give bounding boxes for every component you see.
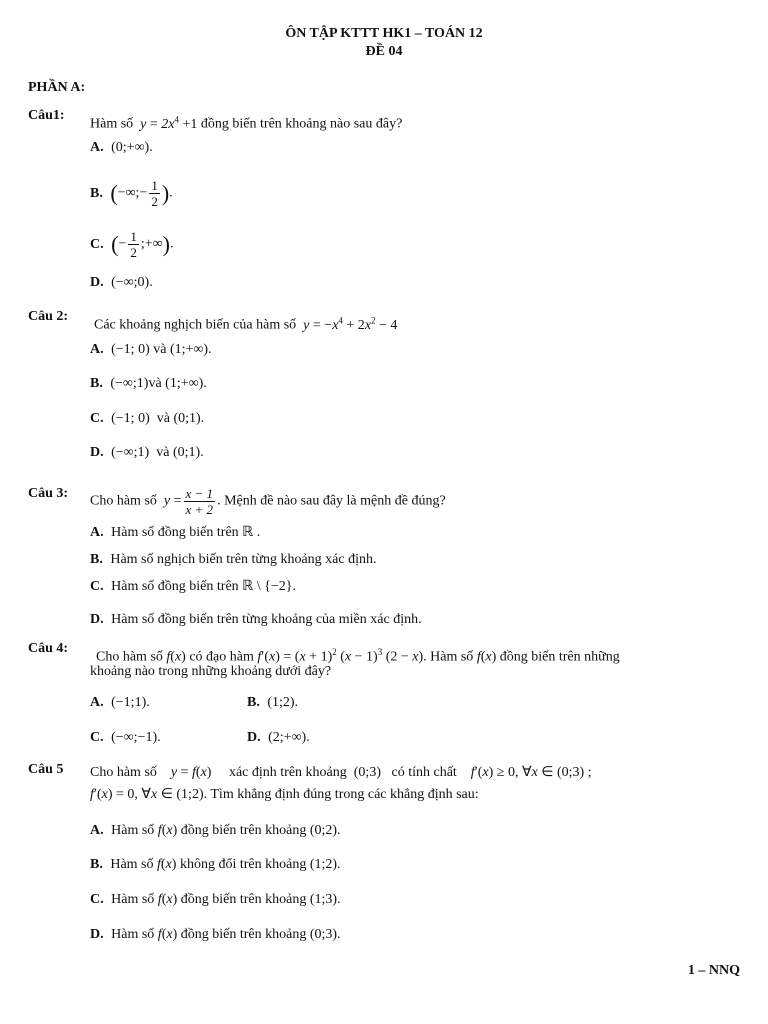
option-d[interactable]: D. Hàm số f(x) đồng biến trên khoảng (0;3). xyxy=(90,927,341,942)
option-a[interactable]: A. Hàm số đồng biến trên ℝ . xyxy=(90,525,261,540)
question-label: Câu 4: xyxy=(28,641,69,656)
math-expression: $y = 2x^4 +1$ xyxy=(140,114,198,132)
fraction: $\frac{1}{2}$ xyxy=(151,178,158,209)
option-label: A. xyxy=(90,140,104,155)
question-text: Cho hàm số y = f(x) xác định trên khoảng (0;3) có tính chất f′(x) ≥ 0, ∀x ∈ (0;3) ; xyxy=(90,765,592,780)
option-label: B. xyxy=(90,857,103,872)
question-text-line2: khoảng nào trong những khoảng dưới đây? xyxy=(90,664,332,679)
option-label: A. xyxy=(90,823,104,838)
option-label: C. xyxy=(90,411,104,426)
option-label: D. xyxy=(90,275,104,290)
question-label: Câu1: xyxy=(28,108,65,123)
option-label: D. xyxy=(247,730,261,745)
math-expression: $y = -x^4 + 2x^2 - 4$ xyxy=(303,315,398,333)
document-title: ÔN TẬP KTTT HK1 – TOÁN 12 xyxy=(285,26,483,41)
option-label: A. xyxy=(90,525,104,540)
question-text-part: đồng biến trên khoảng nào sau đây? xyxy=(200,116,403,132)
option-text: đồng biến trên khoảng xyxy=(180,823,307,838)
question-text-part: Hàm số xyxy=(90,116,134,132)
fraction: $\frac{x - 1}{x + 2}$ xyxy=(185,486,214,517)
question-label: Câu 3: xyxy=(28,486,69,501)
option-label: B. xyxy=(90,185,103,201)
question-label: Câu 5 xyxy=(28,762,64,777)
option-label: C. xyxy=(90,236,104,252)
option-text: Hàm số xyxy=(111,927,155,942)
page-footer: 1 – NNQ xyxy=(687,963,740,978)
option-d[interactable]: D. (−∞;1) và (0;1). xyxy=(90,445,204,460)
option-c[interactable]: C. (−∞;−1). xyxy=(90,730,161,745)
option-text: đồng biến trên khoảng xyxy=(180,927,307,942)
option-text: Hàm số xyxy=(111,892,155,907)
conjunction: và xyxy=(153,342,167,357)
option-c[interactable]: C. (−1; 0) và (0;1). xyxy=(90,411,205,426)
option-d[interactable] xyxy=(90,273,153,293)
option-b[interactable]: B. (−∞;1)và (1;+∞). xyxy=(90,376,207,391)
option-text: Hàm số xyxy=(111,823,155,838)
math-expression: (−∞;0). xyxy=(111,275,153,290)
question-text: Cho hàm số f(x) có đạo hàm $f'(x) = (x + 1)^2$ $(x - 1)^3$ (2 − x). Hàm số f(x) đồng biến trên những xyxy=(96,647,620,665)
option-text: Hàm số xyxy=(110,857,154,872)
option-label: D. xyxy=(90,445,104,460)
option-a[interactable]: A. (−1;1). xyxy=(90,695,150,710)
question-text-part: . Hàm số xyxy=(423,649,474,665)
option-label: B. xyxy=(90,552,103,567)
question-text-part: Cho hàm số xyxy=(90,493,157,509)
option-d[interactable] xyxy=(90,610,422,630)
option-label: D. xyxy=(90,927,104,942)
math-expression: (0;+∞). xyxy=(111,140,153,155)
option-text: Hàm số nghịch biến trên từng khoảng xác định. xyxy=(110,552,377,567)
option-b[interactable]: B. (−∞;− $\frac{1}{2}$ ). xyxy=(90,178,173,209)
question-text-part: có đạo hàm xyxy=(189,649,254,665)
fraction: $\frac{1}{2}$ xyxy=(130,229,137,260)
question-text xyxy=(90,108,740,136)
option-label: C. xyxy=(90,579,104,594)
option-text: đồng biến trên khoảng xyxy=(180,892,307,907)
question-text-part: . Tìm khẳng định đúng trong các khẳng định sau: xyxy=(203,787,479,802)
question-text xyxy=(94,309,744,337)
question-text-part: có tính chất xyxy=(391,765,457,780)
option-label: A. xyxy=(90,342,104,357)
option-c[interactable]: C. Hàm số f(x) đồng biến trên khoảng (1;3). xyxy=(90,892,341,907)
option-label: B. xyxy=(90,376,103,391)
option-text: Hàm số đồng biến trên xyxy=(111,579,239,594)
option-b[interactable] xyxy=(90,550,377,570)
question-text-part: Cho hàm số xyxy=(96,649,163,665)
question-text: Cho hàm số y = $\frac{x - 1}{x + 2}$ . Mệnh đề nào sau đây là mệnh đề đúng? xyxy=(90,486,446,517)
option-a[interactable] xyxy=(90,138,153,158)
option-a[interactable]: A. (−1; 0) và (1;+∞). xyxy=(90,342,212,357)
option-text: Hàm số đồng biến trên xyxy=(111,525,239,540)
question-text-line2: f′(x) = 0, ∀x ∈ (1;2). Tìm khẳng định đúng trong các khẳng định sau: xyxy=(90,787,479,802)
option-b[interactable]: B. Hàm số f(x) không đổi trên khoảng (1;2). xyxy=(90,857,341,872)
option-label: C. xyxy=(90,892,104,907)
option-text: Hàm số đồng biến trên từng khoảng của miền xác định. xyxy=(111,612,422,627)
question-text-part: xác định trên khoảng xyxy=(228,765,347,780)
question-text-part: Cho hàm số xyxy=(90,765,157,780)
option-b[interactable]: B. (1;2). xyxy=(247,695,299,710)
conjunction: và xyxy=(148,376,162,391)
exam-number: ĐỀ 04 xyxy=(365,44,403,59)
conjunction: và xyxy=(156,411,170,426)
option-c[interactable]: C. (− $\frac{1}{2}$ ;+∞). xyxy=(90,229,174,260)
option-label: A. xyxy=(90,695,104,710)
conjunction: và xyxy=(156,445,170,460)
option-d[interactable]: D. (2;+∞). xyxy=(247,730,310,745)
question-text-part: đồng biến trên những xyxy=(499,649,620,665)
section-heading: PHẦN A: xyxy=(28,80,86,95)
question-label: Câu 2: xyxy=(28,309,69,324)
question-text-part: . Mệnh đề nào sau đây là mệnh đề đúng? xyxy=(217,493,446,509)
option-label: C. xyxy=(90,730,104,745)
option-a[interactable]: A. Hàm số f(x) đồng biến trên khoảng (0;2). xyxy=(90,823,341,838)
option-label: D. xyxy=(90,612,104,627)
option-c[interactable]: C. Hàm số đồng biến trên ℝ \ {−2}. xyxy=(90,579,296,594)
option-text: không đổi trên khoảng xyxy=(179,857,307,872)
question-text-part: Các khoảng nghịch biến của hàm số xyxy=(94,317,297,333)
option-label: B. xyxy=(247,695,260,710)
